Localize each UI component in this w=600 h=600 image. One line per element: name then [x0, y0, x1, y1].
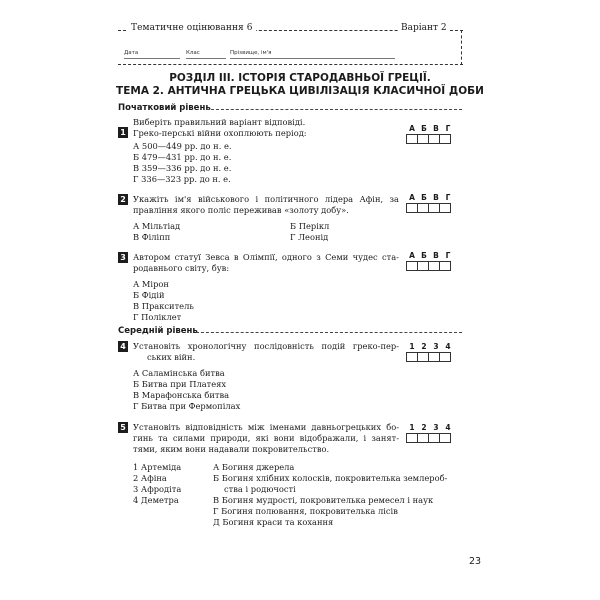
q4-option-b[interactable]: Б Битва при Платеях: [133, 379, 227, 389]
question-1-text: Греко-перські війни охоплюють період:: [133, 128, 307, 138]
grid-3-head-b: Б: [421, 251, 427, 260]
level-middle: Середній рівень: [118, 326, 198, 336]
instruction-text: Виберіть правильний варіант відповіді.: [133, 117, 306, 127]
level-initial: Початковий рівень: [118, 103, 211, 113]
q5-goddess-3[interactable]: 3 Афродіта: [133, 484, 182, 494]
q5-text-line-1: Установіть відповідність між іменами давньогрецьких бо-: [133, 422, 399, 432]
q2-option-g[interactable]: Г Леонід: [290, 232, 329, 242]
grid-1-head-v: В: [433, 124, 439, 133]
grid-5-box-4[interactable]: [439, 433, 451, 443]
question-number-1: 1: [118, 127, 128, 138]
q5-domain-b[interactable]: Б Богиня хлібних колосків, покровителька землероб-: [213, 473, 448, 483]
date-field[interactable]: [124, 58, 180, 59]
topic-title: ТЕМА 2. АНТИЧНА ГРЕЦЬКА ЦИВІЛІЗАЦІЯ КЛАСИЧНОЇ ДОБИ: [116, 85, 484, 97]
question-number-2: 2: [118, 194, 128, 205]
q5-text-line-3: тями, яким вони надавали покровительство.: [133, 444, 330, 454]
question-5-text: [133, 422, 399, 455]
grid-4-box-4[interactable]: [439, 352, 451, 362]
answer-grid-4: [406, 342, 454, 362]
q5-domain-b-cont: ства і родючості: [224, 484, 296, 494]
q5-goddess-1[interactable]: 1 Артеміда: [133, 462, 182, 472]
grid-1-head-a: А: [409, 124, 415, 133]
grid-2-box-g[interactable]: [439, 203, 451, 213]
q1-option-b[interactable]: Б 479—431 рр. до н. е.: [133, 152, 232, 162]
level-initial-rule: [206, 109, 462, 110]
answer-grid-1: [406, 124, 454, 144]
q3-text-line-2: родавнього світу, був:: [133, 263, 230, 273]
header-variant: Варіант 2: [398, 23, 450, 33]
answer-grid-3: [406, 251, 454, 271]
q5-domain-d[interactable]: Д Богиня краси та кохання: [213, 517, 334, 527]
q5-text-line-2: гинь та силами природи, які вони відображали, і занят-: [133, 433, 399, 443]
header-right-edge: [461, 30, 462, 65]
q3-option-b[interactable]: Б Фідій: [133, 290, 165, 300]
name-label: Прізвище, ім'я: [230, 50, 272, 56]
level-middle-rule: [196, 332, 462, 333]
header-title: Тематичне оцінювання 6: [128, 23, 256, 33]
grid-1-head-g: Г: [445, 124, 451, 133]
class-label: Клас: [186, 50, 200, 56]
grid-1-box-g[interactable]: [439, 134, 451, 144]
q1-option-g[interactable]: Г 336—323 рр. до н. е.: [133, 174, 231, 184]
grid-5-head-3: 3: [433, 423, 439, 432]
grid-5-head-2: 2: [421, 423, 427, 432]
q1-option-a[interactable]: А 500—449 рр. до н. е.: [133, 141, 232, 151]
q2-option-b[interactable]: Б Перікл: [290, 221, 330, 231]
grid-3-box-g[interactable]: [439, 261, 451, 271]
grid-2-head-b: Б: [421, 193, 427, 202]
q4-option-a[interactable]: А Саламінська битва: [133, 368, 225, 378]
page-number: 23: [469, 556, 482, 567]
question-3-text: [133, 252, 399, 274]
grid-2-head-a: А: [409, 193, 415, 202]
q5-domain-a[interactable]: А Богиня джерела: [213, 462, 295, 472]
question-2-text: [133, 194, 399, 216]
q1-option-v[interactable]: В 359—336 рр. до н. е.: [133, 163, 232, 173]
q2-text-line-2: правління якого поліс переживав «золоту добу».: [133, 205, 349, 215]
grid-3-head-a: А: [409, 251, 415, 260]
q5-goddess-2[interactable]: 2 Афіна: [133, 473, 167, 483]
q2-option-v[interactable]: В Філіпп: [133, 232, 171, 242]
grid-4-head-4: 4: [445, 342, 451, 351]
section-title: РОЗДІЛ ІІІ. ІСТОРІЯ СТАРОДАВНЬОЇ ГРЕЦІЇ.: [169, 72, 431, 84]
grid-2-head-v: В: [433, 193, 439, 202]
q4-text-line-1: Установіть хронологічну послідовність подій греко-пер-: [133, 341, 399, 351]
grid-3-head-v: В: [433, 251, 439, 260]
answer-grid-5: [406, 423, 454, 443]
grid-3-head-g: Г: [445, 251, 451, 260]
grid-4-head-2: 2: [421, 342, 427, 351]
date-label: Дата: [124, 50, 139, 56]
grid-5-head-1: 1: [409, 423, 415, 432]
q5-goddess-4[interactable]: 4 Деметра: [133, 495, 179, 505]
grid-4-head-1: 1: [409, 342, 415, 351]
grid-1-head-b: Б: [421, 124, 427, 133]
grid-4-head-3: 3: [433, 342, 439, 351]
question-4-text: [133, 341, 399, 363]
q2-option-a[interactable]: А Мільтіад: [133, 221, 181, 231]
q4-option-v[interactable]: В Марафонська битва: [133, 390, 230, 400]
question-number-5: 5: [118, 422, 128, 433]
grid-2-head-g: Г: [445, 193, 451, 202]
q3-option-v[interactable]: В Пракситель: [133, 301, 194, 311]
header-bottom-line: [118, 64, 463, 65]
question-number-3: 3: [118, 252, 128, 263]
question-number-4: 4: [118, 341, 128, 352]
q5-domain-v[interactable]: В Богиня мудрості, покровителька ремесел і наук: [213, 495, 434, 505]
q3-text-line-1: Автором статуї Зевса в Олімпії, одного з Семи чудес ста-: [133, 252, 399, 262]
q4-text-line-2: ських війн.: [147, 352, 196, 362]
q3-option-a[interactable]: А Мірон: [133, 279, 169, 289]
q5-domain-g[interactable]: Г Богиня полювання, покровителька лісів: [213, 506, 398, 516]
answer-grid-2: [406, 193, 454, 213]
q2-text-line-1: Укажіть ім'я військового і політичного лідера Афін, за: [133, 194, 399, 204]
name-field[interactable]: [230, 58, 395, 59]
class-field[interactable]: [186, 58, 226, 59]
q3-option-g[interactable]: Г Поліклет: [133, 312, 182, 322]
q4-option-g[interactable]: Г Битва при Фермопілах: [133, 401, 241, 411]
grid-5-head-4: 4: [445, 423, 451, 432]
